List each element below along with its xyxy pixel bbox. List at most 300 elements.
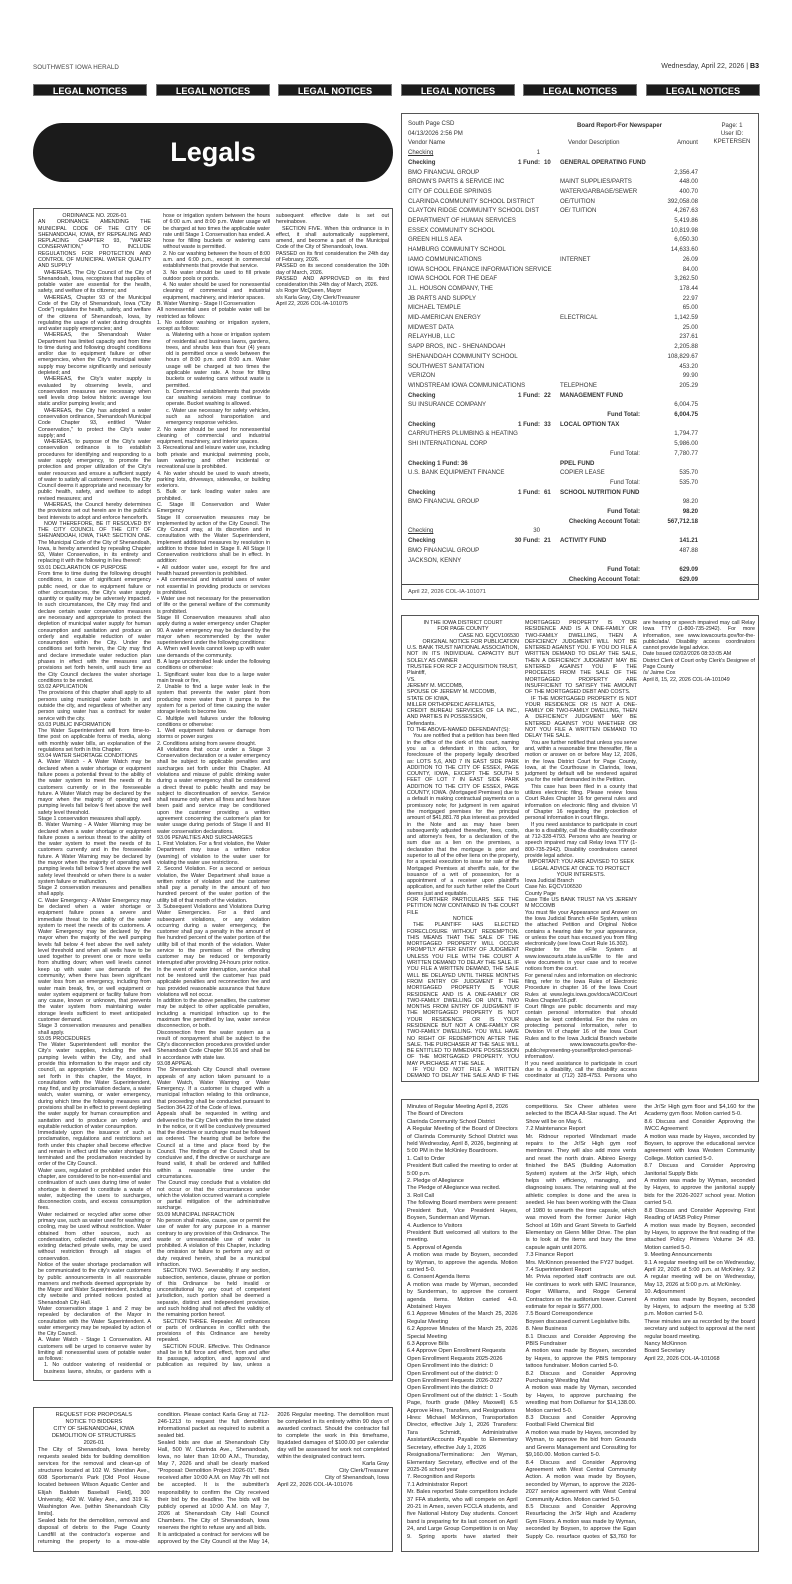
vendor-description: SCHOOL NUTRITION FUND — [560, 488, 640, 496]
paragraph: PASSED AND APPROVED on its third consideration this 24th day of March, 2026. — [276, 275, 389, 289]
amount: 567,712.18 — [667, 517, 698, 525]
vendor-name: Checking — [408, 149, 434, 157]
section-bar: LEGAL NOTICES — [33, 84, 147, 96]
paragraph: Stage 2 conservation measures and penalties shall apply. — [38, 885, 151, 898]
vendor-name: SHENANDOAH COMMUNITY SCHOOL — [408, 352, 518, 360]
fund-number: 21 — [544, 537, 551, 545]
amount: 453.20 — [679, 362, 698, 370]
paragraph: Water reclaimed or recycled after some other primary use, such as water used for washing or cooling, may be used without restriction. Water obtained from other sources, such as condensation, collected rainwater, snow, and existing detached private wells, may be used without restriction through all stages of conservation. — [38, 1211, 151, 1262]
checking-number: 1 Fund: — [517, 488, 540, 496]
fund-number: 10 — [544, 158, 551, 166]
paragraph: NOTICE TO BIDDERS — [65, 1419, 123, 1426]
user-id: KPETERSEN — [713, 138, 751, 145]
paragraph: PASSED on its second consideration the 10th day of March, 2026. — [276, 263, 389, 276]
paragraph: FOR PAGE COUNTY — [437, 626, 489, 633]
paragraph: a. Watering with a hose or irrigation system of residential and business lawns, gardens, trees, and shrubs less than four (4) years old is permitted once a week between the hours of 8:00 p.m. and 8:00 a.m. Water usage will be charged at two times the applicable water rate. A hose for filling buckets or watering cans without waste is permitted. — [166, 332, 270, 389]
paragraph: B. A large uncontrolled leak under the following conditions or otherwise: — [157, 658, 270, 672]
amount: 99.90 — [682, 372, 698, 380]
paragraph: 4. No water should be used to wash streets, parking lots, driveways, sidewalks, or building exteriors. — [157, 470, 270, 490]
vendor-name: RELAYHUB, LLC — [408, 333, 455, 341]
checking-number: 1 Fund: — [517, 391, 540, 399]
total-label: Fund Total: — [607, 508, 640, 515]
paragraph: • All commercial and industrial uses of water not essential in providing products or services is prohibited. — [157, 577, 270, 596]
table-row — [408, 226, 698, 236]
vendor-name: Checking — [408, 527, 434, 535]
amount: 400.70 — [679, 187, 698, 195]
paragraph: WHEREAS, Chapter 93 of the Municipal Code of the City of Shenandoah, Iowa ("City Code") regulates the health, safety, and welfare of the citizens of Shenandoah, Iowa, by regulating the usage of water during droughts and water supply emergencies; and — [38, 294, 151, 333]
ordinance-text — [38, 213, 389, 1376]
paragraph: A. Water Watch - A Water Watch may be declared when a water shortage or equipment failure poses a potential threat to the ability of the water system to meet the needs of its customers currently or in the foreseeable future. A Water Watch may be declared by the mayor when the majority of operating well pumping levels fall below 6 feet above the well safety level threshold. — [38, 759, 151, 816]
amount: 5,419.86 — [674, 217, 698, 224]
paragraph: City Clerk/Treasurer — [339, 1468, 389, 1475]
table-row — [408, 168, 698, 178]
amount: 10,819.98 — [670, 226, 698, 234]
paragraph: • All outdoor water use, except for fire and health hazard prevention is prohibited. — [157, 564, 270, 578]
paragraph: ORDINANCE NO. 2026-01 — [62, 213, 127, 219]
rfp-text — [38, 1412, 389, 1550]
paragraph: 7.2 Maintenance Report — [525, 1126, 586, 1133]
paragraph: President Butt called the meeting to order at 5:00 p.m. — [407, 1163, 518, 1177]
vendor-description: LOCAL OPTION TAX — [560, 420, 620, 428]
paragraph: 93.06 PENALTIES AND SURCHARGES — [157, 834, 253, 841]
paragraph: PASSED on its first consideration the 24th day of February, 2026. — [276, 250, 389, 263]
amount: 25.00 — [682, 323, 698, 331]
paragraph: A motion was made by Boysen, seconded by Hayes, to adjourn the meeting at 5:38 p.m. Motion carried 5-0. — [644, 1296, 755, 1318]
table-row — [408, 323, 698, 333]
amount: 1,142.59 — [674, 314, 698, 321]
vendor-name: U.S. BANK EQUIPMENT FINANCE — [408, 469, 505, 477]
table-row — [408, 158, 698, 168]
paragraph: A. When well levels cannot keep up with water use demands of the community. — [157, 646, 270, 659]
paragraph: SECTION THREE. Repealer. All ordinances or parts of ordinances in conflict with the provisions of this Ordinance are hereby repealed. — [157, 1318, 270, 1344]
paragraph: 4. No water should be used for nonessential cleaning of commercial and industrial equipment, machinery, and interior spaces. — [163, 282, 270, 301]
amount: 3,262.50 — [674, 275, 698, 283]
vendor-name: WINDSTREAM IOWA COMMUNICATIONS — [408, 381, 526, 389]
report-page-info — [707, 122, 757, 146]
table-header — [408, 138, 698, 148]
table-row — [408, 303, 698, 313]
paragraph: The Water Superintendent will monitor the City's water supplies, including the well pumping levels within the City, and shall provide this information to the mayor and city council, as appropriate. Under the conditions set forth in this chapter, the Mayor, in consultation with the Water Superintendent, may find, and by proclamation declare, a water watch, water warning, or water emergency, during which time the following measures and provisions shall be in effect to prevent depleting the water supply for human consumption and sanitation and to produce an orderly and equitable reduction of water consumption. — [38, 1042, 151, 1130]
legals-banner: Legals — [33, 123, 393, 182]
amount: 535.70 — [679, 478, 698, 486]
paragraph: 8.6 Discuss and Consider Approving the IWCC Agreement — [644, 1118, 755, 1133]
meeting-minutes — [401, 1099, 759, 1552]
paragraph: 7.5 Board Correspondence — [525, 1311, 593, 1318]
vendor-description: ELECTRICAL — [560, 314, 598, 321]
paragraph: 1. Call to Order — [407, 1155, 445, 1162]
minutes-text — [407, 1104, 755, 1548]
checking-number: 1 — [536, 149, 540, 157]
paragraph: 3. Roll Call — [407, 1192, 435, 1199]
paragraph: 9. Meeting Announcements — [644, 1252, 713, 1259]
vendor-description: ACTIVITY FUND — [560, 537, 607, 545]
paragraph: U.S. BANK TRUST NATIONAL ASSOCIATION, NOT IN ITS INDIVIDUAL CAPACITY BUT SOLELY AS OWNER — [407, 645, 519, 664]
amount: 98.20 — [682, 508, 698, 515]
table-row — [408, 216, 698, 226]
paragraph: 1. First Violation. For a first violation, the Water Department may issue a written notice (warning) of violation to the water user for violating the water use restrictions. — [157, 841, 270, 866]
paragraph: 93.05 PROCEDURES — [38, 1035, 91, 1042]
vendor-description: MAINT SUPPLIES/PARTS — [560, 178, 632, 186]
total-label: Checking Account Total: — [568, 575, 640, 583]
paragraph: The Board of Directors — [407, 1111, 464, 1118]
amount: 205.29 — [679, 381, 698, 389]
paragraph: SECTION FOUR. Effective. This Ordinance shall be in full force and effect, from and after its passage, adoption, and approval and publication as required by law, unless a subsequent effective date is set out hereinabove. — [157, 213, 389, 1369]
vendor-name: SU INSURANCE COMPANY — [408, 401, 487, 409]
paragraph: These minutes are as recorded by the board secretary and subject to approval at the next regular board meeting. — [644, 1318, 755, 1340]
paragraph: s/s Roger McQueen, Mayor — [276, 288, 342, 295]
paragraph: The City of Shenandoah, Iowa hereby requests sealed bids for building demolition services for the removal and clean-up of structures located at 102 W. Sheridan Ave., 608 Sportsman's Park [Old Pool House located between Wilson Aquatic Center and Elijah Baldwin Baseball Field], 300 University, 402 W. Valley Ave., and 319 E. Washington Ave. [within Shenandoah City limits]. — [38, 1447, 150, 1517]
paragraph: April 22, 2026 COL-IA-101068 — [644, 1355, 720, 1362]
paragraph: 93.09 MUNICIPAL INFRACTION — [157, 1211, 235, 1218]
paragraph: It is anticipated a contract for services will be approved by the City Council at the May 14, 2026 Regular meeting. The demolition must be completed in its entirety within 90 days of awarded contract. Should the contractor fail to complete the work in this timeframe, liquidated damages of $100.00 per calendar day will be assessed for work not completed within the designated contract term. — [157, 1412, 389, 1545]
paragraph: A motion was made by Wyman, seconded by Sunderman, to approve the consent agenda items. Motion carried 4-0. Abstained: Hayes — [407, 1281, 518, 1310]
paragraph: Date Issued 02/02/2026 08:33:05 AM — [643, 651, 732, 658]
paragraph: Sealed bids for the demolition, removal and disposal of debris to the Page County Landfill at the contractor's expense and returning the property to a mow-able condition. Please contact Karla Gray at 712-246-1213 to request the full demolition informational packet as required to submit a sealed bid. — [38, 1412, 270, 1545]
paragraph: • Water use not necessary for the preservation of life or the general welfare of the community is prohibited. — [157, 596, 270, 615]
paragraph: WHEREAS, the City has adopted a water conservation ordinance, Shenandoah Municipal Code Chapter 93, entitled "Water Conservation," to protect the City's water supply; and — [38, 407, 151, 439]
paragraph: County Page — [525, 890, 556, 897]
header-vendor: Vendor Name — [408, 139, 446, 147]
paragraph: Open Enrollment out of the district: 1 - South Page, fourth grade (Miley Maxwell) 6.5 Approve Hires, Transfers, and Resignations — [407, 1392, 518, 1414]
paragraph: Resignations/Terminations: Jen Wyman, Elementary Secretary, effective end of the 2025-26 school year — [407, 1452, 518, 1473]
paragraph: For general rules and information on electronic filing, refer to the Iowa Rules of Electronic Procedure in chapter 16 of the Iowa Court Rules at www.legis.iowa.gov/docs/ACO/Court Rules Chapter/16.pdf. — [525, 972, 637, 1004]
table-row — [408, 284, 698, 294]
amount: 108,829.67 — [667, 352, 698, 360]
table-row — [408, 294, 698, 304]
table-row — [408, 206, 698, 216]
fund-number: 61 — [544, 488, 551, 496]
paragraph: 6.1 Approve Minutes of the March 25, 2026 Regular Meeting — [407, 1311, 518, 1325]
paragraph: A. Water Watch - Stage 1 Conservation. All customers will be urged to conserve water by limiting all nonessential uses of potable water as follows: — [38, 1337, 151, 1363]
paragraph: Sealed bids are due at Shenandoah City Hall, 500 W. Clarinda Ave., Shenandoah, Iowa, no later than 10:00 A.M., Thursday, May 7, 2026 and shall be clearly marked "Proposal: Demolition Project 2026-01". Bids received after 10:00 A.M. on May 7th will not be accepted. It is the submitter's responsibility to confirm the City received their bid by the deadline. The bids will be publicly opened at 10:00 A.M. on May 7, 2026 at Shenandoah City Hall Council Chambers. The City of Shenandoah, Iowa reserves the right to refuse any and all bids. — [157, 1440, 270, 1531]
ordinance-notice — [33, 208, 393, 1381]
separator: | — [746, 63, 749, 70]
paragraph: JEREMY M. MCCOMB, — [407, 682, 464, 689]
paragraph: A motion was made by Hayes, seconded by Boysen, to approve the educational service agreement with Iowa Western Community College. Motion carried 5-0. — [644, 1133, 755, 1162]
amount: 14,633.60 — [670, 246, 698, 254]
paragraph: 7.3 Finance Report — [525, 1252, 574, 1259]
paragraph: 1. No outdoor washing or irrigation system, except as follows: — [157, 319, 270, 333]
paragraph: Karla Gray — [362, 1461, 389, 1468]
paragraph: 9.1 A regular meeting will be on Wednesday, April 22, 2026 at 5:00 p.m. at McKinley. 9.2 A regular meeting will be on Wednesday, May 13, 2026 at 5:00 p.m. at McKinley. — [644, 1259, 755, 1288]
fund-number: 33 — [544, 420, 551, 428]
paragraph: A motion was made by Wyman, seconded by Hayes, to approve the janitorial supply bids for the 2026-2027 school year. Motion carried 5-0. — [644, 1178, 755, 1207]
section-bar: LEGAL NOTICES — [278, 84, 392, 96]
paragraph: Stage III conservation measures may be implemented by action of the City Council. The City Council may, at its discretion and in consultation with the Water Superintendent, implement additional measures by resolution in addition to those listed in Stage II. All Stage II Conservation restrictions shall be in effect. In addition: — [157, 514, 270, 565]
vendor-name: Checking — [408, 420, 436, 428]
amount: 6,004.75 — [674, 401, 698, 409]
vendor-name: BMO FINANCIAL GROUP — [408, 168, 480, 176]
paragraph: You must file your Appearance and Answer on the Iowa Judicial Branch eFile System, unless the attached Petition and Original Notice contains a hearing date for your appearance, or unless the court has excused you from filing electronically (see Iowa Court Rule 16.302). — [525, 909, 637, 948]
table-row — [408, 391, 698, 401]
vendor-name: Checking — [408, 537, 436, 545]
issue-date: Wednesday, April 22, 2026 — [661, 63, 745, 70]
paragraph: Case Title US BANK TRUST NA VS JEREMY M MCCOMB — [525, 897, 637, 910]
paragraph: SECTION TWO. Severability. If any section, subsection, sentence, clause, phrase or portion of this Ordinance be held invalid or unconstitutional by any court of competent jurisdiction, such portion shall be deemed a separate, distinct and independent provision, and such holding shall not affect the validity of the remaining portion hereof. — [157, 1268, 270, 1319]
paragraph: All nonessential uses of potable water will be restricted as follows: — [157, 307, 270, 320]
paragraph: Open Enrollment into the district: 0 — [407, 1363, 493, 1370]
checking-number: 30 — [533, 527, 540, 535]
paragraph: Nancy McKinnon — [644, 1341, 687, 1347]
table-row — [408, 342, 698, 352]
table-row — [408, 255, 698, 265]
paragraph: WHEREAS, The City Council of the City of Shenandoah, Iowa, recognizes that supplies of potable water are essential for the health, safety, and welfare of its citizens; and — [38, 269, 151, 295]
paragraph: Minutes of Regular Meeting April 8, 2026 — [407, 1104, 509, 1110]
paragraph: WHEREAS, the Council hereby determines the provisions set out herein are in the public's best interests to adopt and enforce henceforth. — [38, 501, 151, 521]
vendor-name: HAMBURG COMMUNITY SCHOOL — [408, 246, 506, 254]
table-row — [408, 420, 698, 430]
paragraph: No person shall make, cause, use or permit the use of water for any purpose in a manner contrary to any provision of this Ordinance. The waste or unreasonable use of water is prohibited. A violation of this Chapter, including the omission or failure to perform any act or duty required herein, shall be a municipal infraction. — [157, 1218, 270, 1268]
vendor-name: IAMO COMMUNICATIONS — [408, 255, 482, 263]
paragraph: MILLER ORTHOPEDIC AFFILIATES, — [407, 701, 496, 708]
paragraph: CASE NO. EQCV106530 — [459, 632, 519, 639]
vendor-description: PPEL FUND — [560, 459, 595, 467]
amount: 7,780.77 — [674, 449, 698, 457]
amount: 448.00 — [679, 178, 698, 186]
paragraph: The Council may conclude that a violation did not occur or that the circumstances under which the violation occurred warrant a complete or partial mitigation of the administrative surcharge. — [157, 1180, 270, 1212]
newspaper-name: SOUTHWEST IOWA HERALD — [33, 64, 119, 71]
vendor-description: TELEPHONE — [560, 381, 597, 389]
amount: 6,050.30 — [674, 236, 698, 244]
table-row — [408, 449, 698, 459]
paragraph: President Butt welcomed all visitors to the meeting. — [407, 1229, 518, 1244]
paragraph: 3. Recreational and leisure water use, including both private and municipal swimming pools, lawn watering and other incidental or recreational use is prohibited. — [157, 445, 270, 471]
paragraph: A motion was made by Boysen, seconded by Hayes, to approve the PBIS temporary tattoos fundraiser. Motion carried 5-0. — [525, 1348, 637, 1370]
header-description: Vendor Description — [568, 139, 620, 147]
table-row — [408, 332, 698, 342]
table-row — [408, 362, 698, 372]
paragraph: 3. No water should be used to fill private outdoor pools or ponds. — [163, 269, 270, 282]
vendor-name: Checking — [408, 158, 436, 166]
amount: 26.09 — [682, 255, 698, 263]
vendor-name: SAPP BROS, INC - SHENANDOAH — [408, 343, 506, 351]
total-label: Fund Total: — [609, 478, 640, 486]
court-notice — [401, 615, 759, 1082]
table-row — [408, 400, 698, 410]
paragraph: IMPORTANT: YOU ARE ADVISED TO SEEK LEGAL ADVICE AT ONCE TO PROTECT YOUR INTERESTS. — [527, 859, 635, 878]
checking-number: 1 Fund: — [517, 420, 540, 428]
table-row — [408, 468, 698, 478]
paragraph: 1. Well equipment failures or damage from storms or power surges — [157, 728, 270, 741]
paragraph: Board Secretary — [644, 1348, 685, 1355]
table-row — [408, 235, 698, 245]
table-row — [408, 197, 698, 207]
report-footer: April 22, 2026 COL-IA-101071 — [408, 589, 486, 595]
vendor-name: GREEN HILLS AEA — [408, 236, 462, 244]
paragraph: The following Board members were present: President Butt, Vice President Hayes, Boysen, Sunderman and Wyman. — [407, 1200, 518, 1222]
paragraph: WHEREAS, the City's water supply is evaluated by observing levels, and conservation measures are necessary when well levels drop below historic average low static and/or pumping levels; and — [38, 376, 151, 408]
table-row — [408, 177, 698, 187]
paragraph: 2. Unable to find a large water leak in the system that prevents the water plant from producing more water than it pumps to the system for a period of time causing the water storage levels to become low. — [157, 684, 270, 716]
vendor-name: JACKSON, KENNY — [408, 556, 462, 564]
paragraph: Plaintiff, — [407, 670, 426, 677]
paragraph: Register for the eFile System at www.iowacourts.state.ia.us/Efile to file and view documents in your case and to receive notices from the court. — [525, 947, 637, 973]
paragraph: 7.1 Administrator Report — [407, 1481, 468, 1488]
vendor-description: OE/TUITION — [560, 197, 595, 205]
paragraph: WHEREAS, to purpose of the City's water conservation ordinance is to establish procedures for identifying and responding to a water supply emergency, to promote the protection and proper utilization of the City's water resources and ensure a sufficient supply of water to satisfy all customers' needs, the City Council deems it appropriate and necessary for public health, safety, and welfare to adopt revised measures; and — [38, 439, 151, 502]
paragraph: 6.3 Approve Bills — [407, 1341, 449, 1347]
vendor-name: Checking — [408, 391, 436, 399]
vendor-description: MANAGEMENT FUND — [560, 391, 623, 399]
page-label: Page: 1 — [721, 122, 743, 129]
paragraph: A motion was made by Hayes, seconded by Wyman, to approve the bid from Grounds and Greens Management and Consulting for $9,160.00. Motion carried 5-0. — [525, 1429, 637, 1459]
amount: 5,986.00 — [674, 440, 698, 448]
paragraph: THE PLAINTIFF HAS ELECTED FORECLOSURE WITHOUT REDEMPTION. THIS MEANS THAT THE SALE OF THE MORTGAGED PROPERTY WILL OCCUR PROMPTLY AFTER ENTRY OF JUDGMENT UNLESS YOU FILE WITH THE COURT A WRITTEN DEMAND TO DELAY THE SALE. IF YOU FILE A WRITTEN DEMAND, THE SALE WILL BE DELAYED UNTIL THREE MONTHS FROM ENTRY OF JUDGMENT IF THE MORTGAGED PROPERTY IS YOUR RESIDENCE AND IS A ONE-FAMILY OR TWO-FAMILY DWELLING OR UNTIL TWO MONTHS FROM ENTRY OF JUDGMENT IF THE MORTGAGED PROPERTY IS NOT YOUR RESIDENCE OR IS YOUR RESIDENCE BUT NOT A ONE-FAMILY OR TWO-FAMILY DWELLING. YOU WILL HAVE NO RIGHT OF REDEMPTION AFTER THE SALE. THE PURCHASER AT THE SALE WILL BE ENTITLED TO IMMEDIATE POSSESSION OF THE MORTGAGED PROPERTY. YOU MAY PURCHASE AT THE SALE. — [407, 922, 519, 1067]
divider — [402, 584, 758, 585]
paragraph: April 8, 15, 22, 2026 COL-IA-101049 — [643, 676, 730, 683]
vendor-name: BMO FINANCIAL GROUP — [408, 546, 480, 554]
table-row — [408, 517, 698, 527]
paragraph: Stage 3 conservation measures and penalties shall apply. — [38, 1023, 151, 1036]
paragraph: 8.2 Discuss and Consider Approving Purchasing Wrestling Mat — [525, 1370, 637, 1385]
paragraph: CREDIT BUREAU SERVICES OF LA INC., AND PARTIES IN POSSESSION, — [407, 708, 519, 721]
vendor-name: BROWN'S PARTS & SERVICE INC — [408, 178, 505, 186]
paragraph: C. Stage III Conservation and Water Emergency — [157, 501, 270, 515]
paragraph: Immediately upon the issuance of such a proclamation, regulations and restrictions set forth under this chapter shall become effective and remain in effect until the water shortage is terminated and the proclamation rescinded by order of the City Council. — [38, 1130, 151, 1168]
amount: 6,004.75 — [674, 411, 698, 418]
amount: 392,058.08 — [667, 197, 698, 205]
table-row — [408, 536, 698, 546]
court-notice-text — [407, 620, 755, 1080]
amount: 98.20 — [682, 498, 698, 506]
vendor-name: JB PARTS AND SUPPLY — [408, 294, 477, 302]
amount: 178.44 — [679, 284, 698, 292]
paragraph: If you need assistance to participate in court due to a disability, call the disability coordinator at 712-328-4793. Persons who are hearing or speech impaired may call Relay Iowa TTY (1-800-735-2942). Disability coordinators cannot provide legal advice. — [525, 821, 637, 859]
vendor-description: WATER/GARBAGE/SEWER — [560, 187, 638, 195]
page-number: B3 — [750, 63, 759, 70]
paragraph: 93.01 DECLARATION OF PURPOSE — [38, 564, 127, 571]
paragraph: 8.1 Discuss and Consider Approving the PBIS Fundraiser — [525, 1333, 637, 1347]
paragraph: IN THE IOWA DISTRICT COURT — [423, 620, 503, 626]
paragraph: Boysen discussed current Legislative bills. — [525, 1318, 631, 1325]
paragraph: 2. No car washing between the hours of 8:00 a.m. and 6:00 p.m., except in commercial establishments that provide that service. — [163, 250, 270, 270]
paragraph: 5. Approval of Agenda — [407, 1244, 462, 1251]
paragraph: C. Multiple well failures under the following conditions or otherwise: — [157, 715, 270, 728]
vendor-name: CITY OF COLLEGE SPRINGS — [408, 187, 492, 195]
vendor-name: CLARINDA COMMUNITY SCHOOL DISTRICT — [408, 197, 535, 205]
paragraph: Stage 1 conservation measures shall apply. — [38, 816, 141, 822]
total-label: Fund Total: — [607, 411, 640, 418]
paragraph: STATE OF IOWA, — [407, 695, 450, 702]
table-row — [408, 488, 698, 498]
amount: 1,794.77 — [674, 430, 698, 438]
section-bar: LEGAL NOTICES — [401, 84, 515, 96]
org-name: South Page CSD — [408, 120, 455, 127]
vendor-name: MIDWEST DATA — [408, 323, 454, 331]
paragraph: FOR FURTHER PARTICULARS SEE THE PETITION NOW CONTAINED IN THE COURT FILE — [407, 897, 519, 916]
vendor-name: SOUTHWEST SANITATION — [408, 362, 485, 370]
section-bar: LEGAL NOTICES — [156, 84, 270, 96]
section-bar: LEGAL NOTICES — [646, 84, 760, 96]
paragraph: The provisions of this chapter shall apply to all persons using municipal water both in and outside the city, and regardless of whether any person using water has a contract for water service with the city. — [38, 690, 151, 722]
paragraph: TO THE ABOVE-NAMED DEFENDANT(S): — [407, 727, 510, 734]
total-label: Fund Total: — [607, 566, 640, 574]
vendor-name: MID-AMERICAN ENERGY — [408, 314, 481, 321]
table-row — [408, 546, 698, 556]
vendor-description: COPIER LEASE — [560, 469, 605, 477]
table-row — [408, 410, 698, 420]
vendor-name: Checking 1 Fund: 36 — [408, 459, 468, 467]
paragraph: Mr. Bales reported State competitors include 37 FFA students, who will compete on April 20-21 in Ames, seven FCCLA students, and five National History Day students. Concert band is preparing for its last concert on April 24, and Large Group Competition is on May 9. Spring sports have started their competitions. Six Cheer athletes were selected to the IBCA All-Star squad. The Art Show will be on May 6. — [407, 1104, 637, 1540]
paragraph: Open Enrollment into the district: 0 — [407, 1385, 493, 1392]
table-row — [408, 497, 698, 507]
paragraph: s/s Karla Gray, City Clerk/Treasurer — [276, 294, 361, 301]
vendor-name: CLAYTON RIDGE COMMUNITY SCHOOL DIST — [408, 207, 540, 215]
table-row — [408, 478, 698, 488]
paragraph: The Pledge of Allegiance was recited. — [407, 1185, 501, 1192]
vendor-name: IOWA SCHOOL FINANCE INFORMATION SERVICE — [408, 265, 552, 273]
fund-number: 22 — [544, 391, 551, 399]
vendor-name: Checking — [408, 488, 436, 496]
vendor-description: INTERNET — [560, 255, 591, 263]
paragraph: 93.04 WATER SHORTAGE CONDITIONS — [38, 753, 138, 760]
paragraph: NOTICE — [452, 915, 474, 922]
vendor-name: ESSEX COMMUNITY SCHOOL — [408, 226, 495, 234]
table-row — [408, 556, 698, 566]
vendor-name: VERIZON — [408, 372, 436, 380]
vendor-name: BMO FINANCIAL GROUP — [408, 498, 480, 506]
paragraph: A Regular Meeting of the Board of Directors of Clarinda Community School District was held Wednesday, April 8, 2026, beginning at 5:00 PM in the McKinley Boardroom. — [407, 1126, 518, 1155]
table-row — [408, 381, 698, 391]
vendor-name: DEPARTMENT OF HUMAN SERVICES — [408, 217, 516, 224]
table-row — [408, 439, 698, 449]
paragraph: AN ORDINANCE AMENDING THE MUNICIPAL CODE OF THE CITY OF SHENANDOAH, IOWA, BY REPEALING AND REPLACING CHAPTER 93, "WATER CONSERVATION," TO INCLUDE REGULATIONS FOR PROTECTION AND CONTROL OF MUNICIPAL WATER QUALITY AND SUPPLY — [38, 219, 151, 270]
table-row — [408, 565, 698, 575]
paragraph: 7. Recognition and Reports — [407, 1474, 475, 1481]
paragraph: IF THE MORTGAGED PROPERTY IS NOT YOUR RESIDENCE OR IS NOT A ONE- FAMILY OR TWO-FAMILY DWELLING, THEN A DEFICIENCY JUDGMENT MAY BE ENTERED AGAINST YOU WHETHER OR NOT YOU FILE A WRITTEN DEMAND TO DELAY THE SALE. — [525, 695, 637, 740]
paragraph: Case No. EQCV106530 — [525, 884, 582, 891]
paragraph: Open Enrollment Requests 2026-2027 — [407, 1378, 503, 1385]
paragraph: The Shenandoah City Council shall oversee appeals of any action taken pursuant to a Water Watch, Water Warning or Water Emergency. If a customer is charged with a municipal infraction relating to this ordinance, that proceeding shall be conducted pursuant to Section 364.22 of the Code of Iowa. — [157, 1067, 270, 1111]
paragraph: IF YOU DO NOT FILE A WRITTEN DEMAND TO DELAY THE SALE AND IF THE MORTGAGED PROPERTY IS YOUR RESIDENCE AND IS A ONE-FAMILY OR TWO-FAMILY DWELLING, THEN A DEFICIENCY JUDGMENT WILL NOT BE ENTERED AGAINST YOU. IF YOU DO FILE A WRITTEN DEMAND TO DELAY THE SALE, THEN A DEFICIENCY JUDGMENT MAY BE ENTERED AGAINST YOU IF THE PROCEEDS FROM THE SALE OF THE MORTGAGED PROPERTY ARE INSUFFICIENT TO SATISFY THE AMOUNT OF THE MORTGAGED DEBT AND COSTS. — [407, 620, 637, 1080]
paragraph: 2. Pledge of Allegiance — [407, 1178, 464, 1185]
paragraph: b. Commercial establishments that provide car washing services may continue to operate. Bucket washing is allowed. — [166, 388, 270, 408]
paragraph: ORIGINAL NOTICE FOR PUBLICATION — [422, 638, 519, 645]
table-row — [408, 187, 698, 197]
header-amount: Amount — [676, 139, 698, 147]
paragraph: 10. Adjournment — [644, 1289, 686, 1296]
paragraph: TRUSTEE FOR RCF 2 ACQUISITION TRUST, — [407, 664, 518, 671]
paragraph: Notice of the water shortage proclamation will be communicated to the city's water customers by public announcements in all reasonable manners and methods deemed appropriate by the Mayor and Water Superintendent, including city website and printed notices posted at Shenandoah City Hall. — [38, 1261, 151, 1306]
table-row — [408, 371, 698, 381]
paragraph: Clarinda Community School District — [407, 1118, 495, 1125]
paragraph: April 22, 2026 COL-IA-101075 — [276, 300, 348, 307]
paragraph: NOW THEREFORE, BE IT RESOLVED BY THE CITY COUNCIL OF THE CITY OF SHENANDOAH, IOWA, THAT: SECTION ONE. The Municipal Code of the City of Shenandoah, Iowa, is hereby amended by repealing Chapter 93, Water Conservation, in its entirety and replacing it with the following in lieu thereof: — [38, 520, 151, 565]
printed-time: 04/13/2026 2:56 PM — [408, 129, 463, 137]
paragraph: Court filings are public documents and may contain personal information that should always be kept confidential. For the rules on protecting personal information, refer to Division VI of chapter 16 of the Iowa Court Rules and to the Iowa Judicial Branch website at www.iowacourts.gov/for-the-public/representing-yourself/protect-personal-information/. — [525, 1004, 637, 1061]
table-row — [408, 313, 698, 323]
paragraph: 8. New Business — [525, 1326, 568, 1333]
checking-number: 30 Fund: — [514, 537, 540, 545]
amount: 65.00 — [682, 304, 698, 312]
paragraph: The Water Superintendent will from time-to-time post on applicable forms of media, along with monthly water bills, an explanation of the regulations set forth in this Chapter. — [38, 728, 151, 753]
paragraph: c. Water use necessary for safety vehicles, such as school transportation and emergency response vehicles. — [166, 407, 270, 427]
amount: 141.21 — [679, 537, 698, 545]
paragraph: Defendants. — [407, 720, 436, 727]
paragraph: 2. No water should be used for nonessential cleaning of commercial and industrial equipment, machinery, and interior spaces. — [157, 426, 270, 446]
paragraph: 4. Audience to Visitors — [407, 1222, 463, 1229]
paragraph: If you need assistance to participate in court due to a disability, call the disability access coordinator at (712) 328-4753. Persons who are hearing or speech impaired may call Relay Iowa TTY (1-800-735-2942). For more information, see www.iowacourts.gov/for-the-public/ada/. Disability access coordinators cannot provide legal advice. — [525, 620, 755, 1080]
paragraph: Water uses, regulated or prohibited under this chapter, are considered to be non-essential and continuation of such uses during time of water shortage is deemed to constitute a waste of water, subjecting the users to surcharges, disconnection costs, and excess consumption fees. — [38, 1167, 151, 1212]
paragraph: 8.3 Discuss and Consider Approving Football Field Chemical Bid — [525, 1415, 637, 1429]
paragraph: In addition to the above penalties, the customer may be subject to other applicable penalties, including a municipal infraction up to the maximum fine permitted by law, water service disconnection, or both. — [157, 998, 270, 1030]
paragraph: 6.4 Approve Open Enrollment Requests — [407, 1348, 506, 1355]
paragraph: 5. Bulk or tank loading water sales are prohibited. — [157, 489, 270, 502]
paragraph: Mrs. McKinnon presented the FY27 budget. — [525, 1259, 634, 1266]
paragraph: A motion was made by Boysen, seconded by Wyman, to approve the agenda. Motion carried 5-0. — [407, 1252, 518, 1273]
table-row — [408, 526, 698, 536]
total-label: Checking Account Total: — [568, 517, 640, 525]
